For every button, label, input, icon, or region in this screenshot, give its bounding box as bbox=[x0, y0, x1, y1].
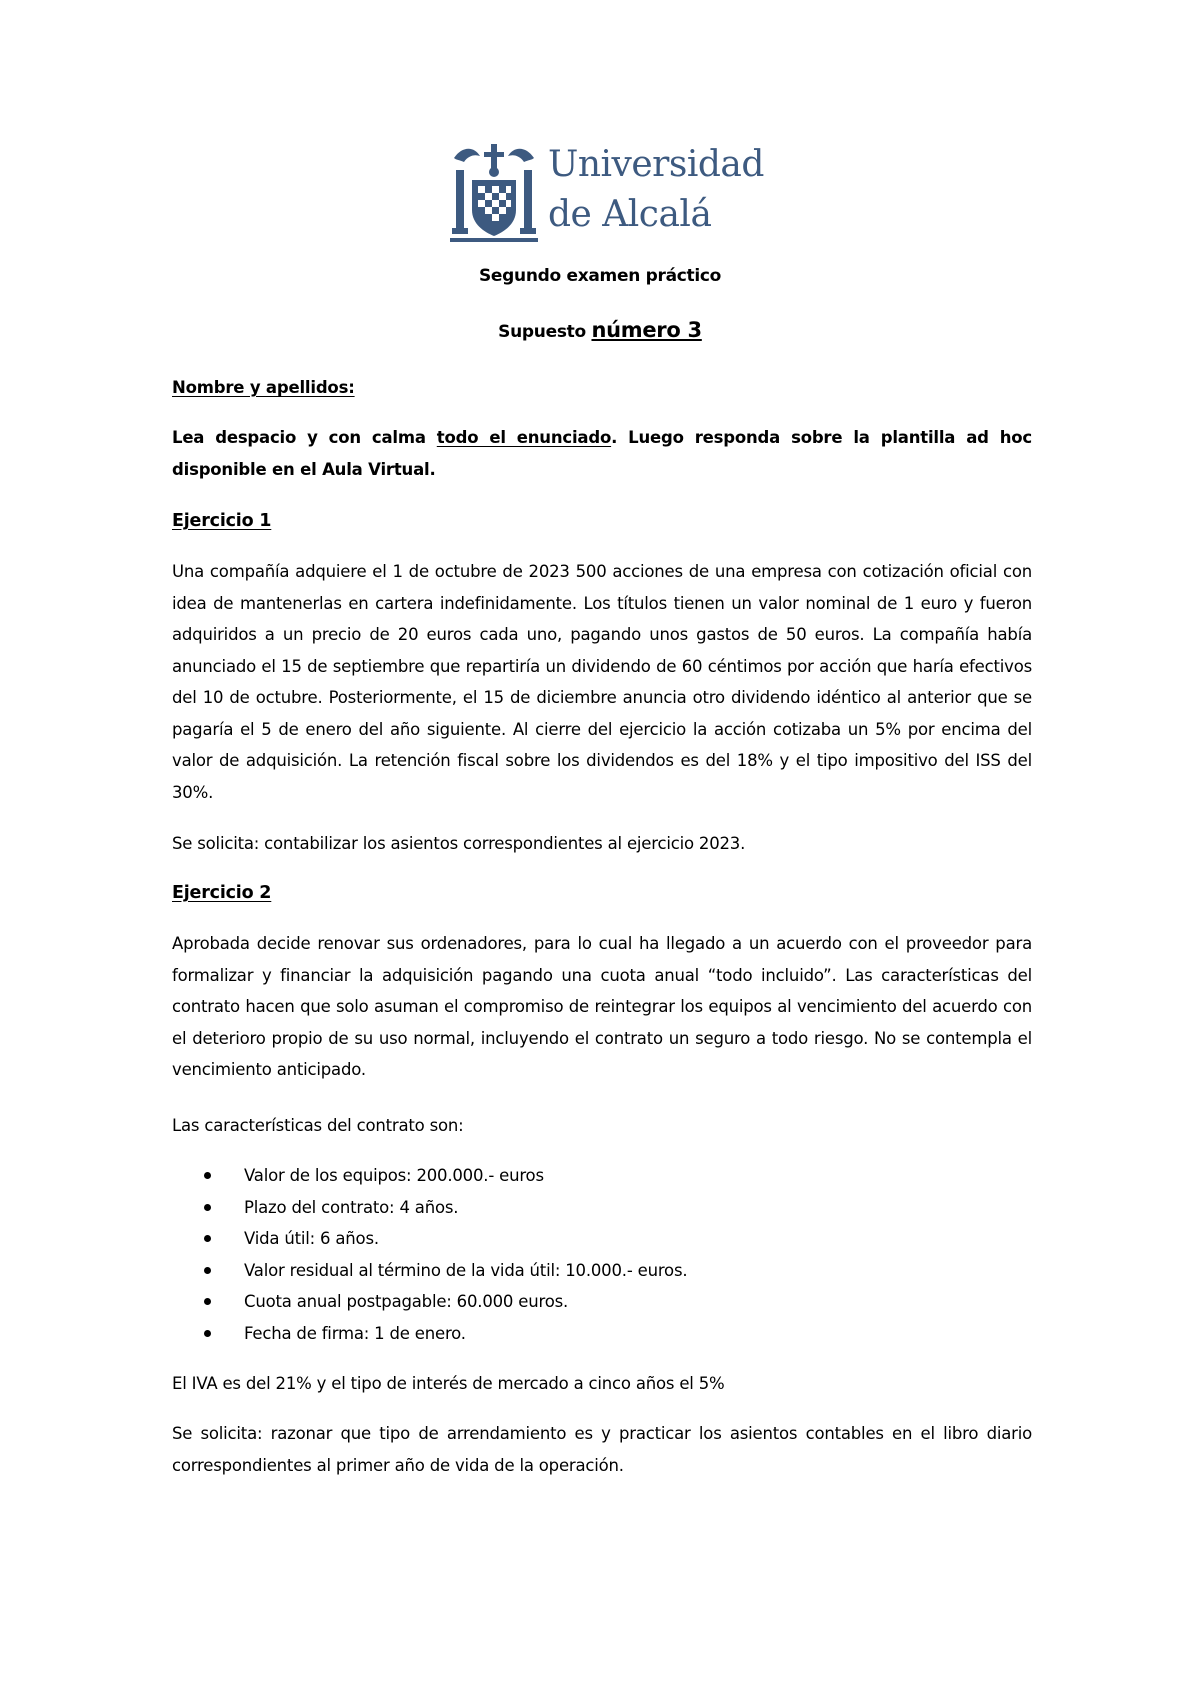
list-item: Cuota anual postpagable: 60.000 euros. bbox=[172, 1286, 1032, 1318]
list-item: Plazo del contrato: 4 años. bbox=[172, 1192, 1032, 1224]
exercise-2-title: Ejercicio 2 bbox=[172, 883, 272, 903]
list-item: Vida útil: 6 años. bbox=[172, 1223, 1032, 1255]
university-logo bbox=[448, 140, 768, 244]
instructions-part1: Lea despacio y con calma bbox=[172, 428, 437, 447]
contract-features-list bbox=[172, 1160, 1032, 1349]
subtitle-prefix: Supuesto bbox=[498, 322, 586, 342]
logo-line-2: de Alcalá bbox=[548, 194, 712, 235]
bullet-icon bbox=[204, 1298, 211, 1305]
exercise-2-iva: El IVA es del 21% y el tipo de interés de mercado a cinco años el 5% bbox=[172, 1374, 725, 1393]
exercise-1-title: Ejercicio 1 bbox=[172, 511, 272, 531]
exercise-2-list-intro: Las características del contrato son: bbox=[172, 1116, 464, 1135]
exercise-1-request: Se solicita: contabilizar los asientos correspondientes al ejercicio 2023. bbox=[172, 834, 746, 853]
bullet-icon bbox=[204, 1267, 211, 1274]
list-item: Valor residual al término de la vida útil: 10.000.- euros. bbox=[172, 1255, 1032, 1287]
list-item: Fecha de firma: 1 de enero. bbox=[172, 1318, 1032, 1350]
name-field-label: Nombre y apellidos: bbox=[172, 378, 355, 397]
bullet-icon bbox=[204, 1204, 211, 1211]
bullet-icon bbox=[204, 1172, 211, 1179]
exercise-2-request: Se solicita: razonar que tipo de arrendamiento es y practicar los asientos contables en el libro diario correspondientes al primer año de vida de la operación. bbox=[172, 1424, 1032, 1475]
list-item: Valor de los equipos: 200.000.- euros bbox=[172, 1160, 1032, 1192]
exercise-1-text: Una compañía adquiere el 1 de octubre de 2023 500 acciones de una empresa con cotización oficial con idea de mantenerlas en cartera indefinidamente. Los títulos tienen un valor nominal de 1 euro y fueron adquiridos a un precio de 20 euros cada uno, pagando unos gastos de 50 euros. La compañía había anunciado el 15 de septiembre que repartiría un dividendo de 60 céntimos por acción que haría efectivos del 10 de octubre. Posteriormente, el 15 de diciembre anuncia otro dividendo idéntico al anterior que se pagaría el 5 de enero del año siguiente. Al cierre del ejercicio la acción cotizaba un 5% por encima del valor de adquisición. La retención fiscal sobre los dividendos es del 18% y el tipo impositivo del ISS del 30%. bbox=[172, 562, 1032, 802]
instructions-underlined: todo el enunciado bbox=[436, 428, 612, 447]
exam-title: Segundo examen práctico bbox=[478, 266, 722, 286]
subtitle-number: número 3 bbox=[591, 318, 702, 342]
bullet-icon bbox=[204, 1330, 211, 1337]
university-crest-icon bbox=[448, 140, 540, 244]
exam-subtitle bbox=[0, 318, 1200, 342]
exercise-2-text: Aprobada decide renovar sus ordenadores, para lo cual ha llegado a un acuerdo con el proveedor para formalizar y financiar la adquisición pagando una cuota anual “todo incluido”. Las características del contrato hacen que solo asuman el compromiso de reintegrar los equipos al vencimiento del acuerdo con el deterioro propio de su uso normal, incluyendo el contrato un seguro a todo riesgo. No se contempla el vencimiento anticipado. bbox=[172, 934, 1032, 1079]
logo-line-1: Universidad bbox=[548, 144, 764, 185]
university-name bbox=[548, 140, 764, 240]
instructions-part2: . Luego responda sobre la plantilla ad hoc disponible en el Aula Virtual. bbox=[172, 428, 1032, 479]
bullet-icon bbox=[204, 1235, 211, 1242]
instructions bbox=[172, 422, 1032, 485]
